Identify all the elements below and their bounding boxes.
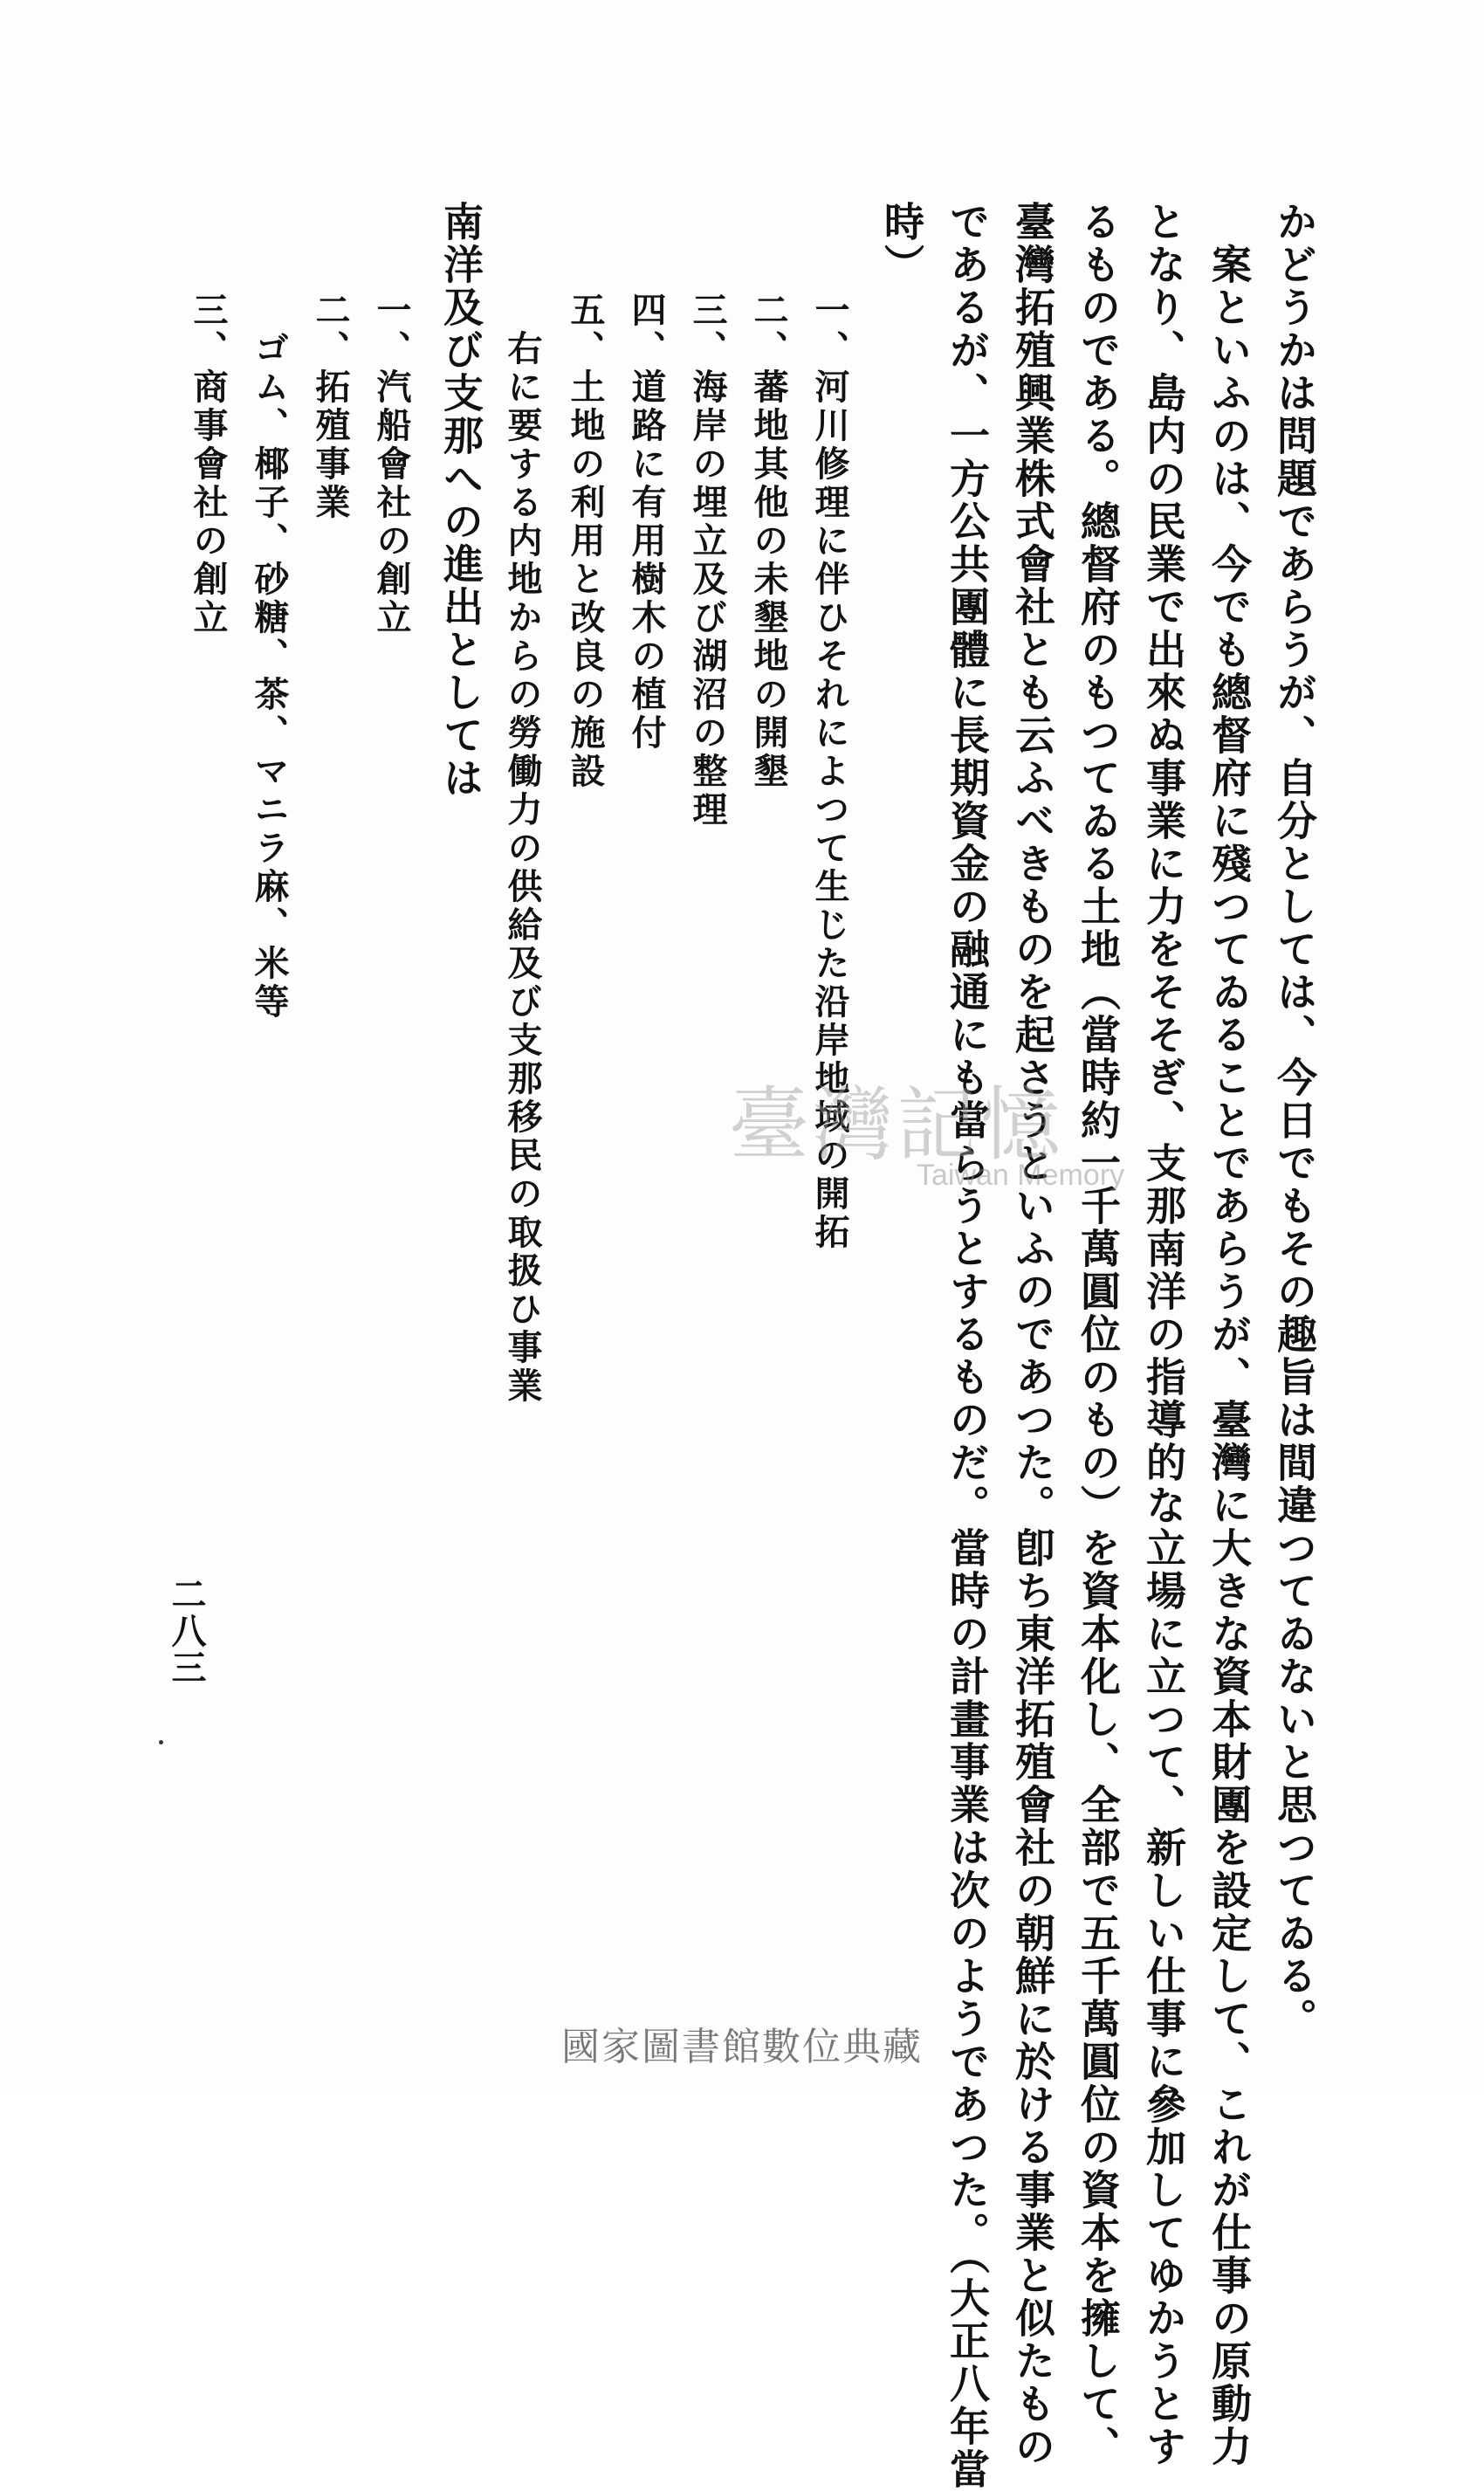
list-item-4: 四、道路に有用樹木の植付 — [626, 253, 667, 753]
section-heading: 南洋及び支那への進出としては — [437, 201, 484, 800]
list-item-2: 二、蕃地其他の未墾地の開墾 — [748, 253, 789, 791]
text-column-2: 案といふのは、今でも總督府に殘つてゐることであらうが、臺灣に大きな資本財團を設定して、これが仕事の原動力 — [1206, 201, 1253, 2468]
watermark-logo — [729, 1061, 1130, 1227]
list-subitem: ゴム、椰子、砂糖、茶、マニラ麻、米等 — [249, 253, 290, 1022]
watermark-main-text: 臺灣記憶 — [729, 1078, 1065, 1172]
list-item-8: 三、商事會社の創立 — [188, 253, 229, 637]
speck-mark — [159, 1740, 163, 1744]
text-column-3: となり、島内の民業で出來ぬ事業に力をそそぎ、支那南洋の指導的な立場に立つて、新しい仕事に參加してゆかうとす — [1140, 201, 1187, 2468]
text-column-4: るものである。總督府のもつてゐる土地（當時約一千萬圓位のもの）を資本化し、全部で五千萬圓位の資本を擁して、 — [1075, 201, 1122, 2468]
page-number: 二八三 — [166, 1576, 207, 1686]
text-column-1: かどうかは問題であらうが、自分としては、今日でもその趣旨は間違つてゐないと思つてゐる。 — [1271, 201, 1318, 2040]
footer-credit: 國家圖書館數位典藏 — [561, 2025, 923, 2069]
watermark-sub-text: Taiwan Memory — [917, 1159, 1125, 1192]
list-item-1: 一、河川修理に伴ひそれによつて生じた沿岸地域の開拓 — [809, 253, 850, 1252]
list-note: 右に要する内地からの勞働力の供給及び支那移民の取扱ひ事業 — [502, 253, 543, 1406]
text-column-6: であるが、一方公共團體に長期資金の融通にも當らうとするものだ。當時の計畫事業は次のようであつた。（大正八年當 — [944, 201, 991, 2491]
text-column-7: 時） — [878, 201, 925, 286]
list-item-7: 二、拓殖事業 — [310, 253, 351, 522]
list-item-3: 三、海岸の埋立及び湖沼の整理 — [687, 253, 728, 829]
text-column-5: 臺灣拓殖興業株式會社とも云ふべきものを起さうといふのであつた。卽ち東洋拓殖會社の朝鮮に於ける事業と似たもの — [1009, 201, 1056, 2468]
list-item-6: 一、汽船會社の創立 — [371, 253, 412, 637]
list-item-5: 五、土地の利用と改良の施設 — [565, 253, 606, 791]
